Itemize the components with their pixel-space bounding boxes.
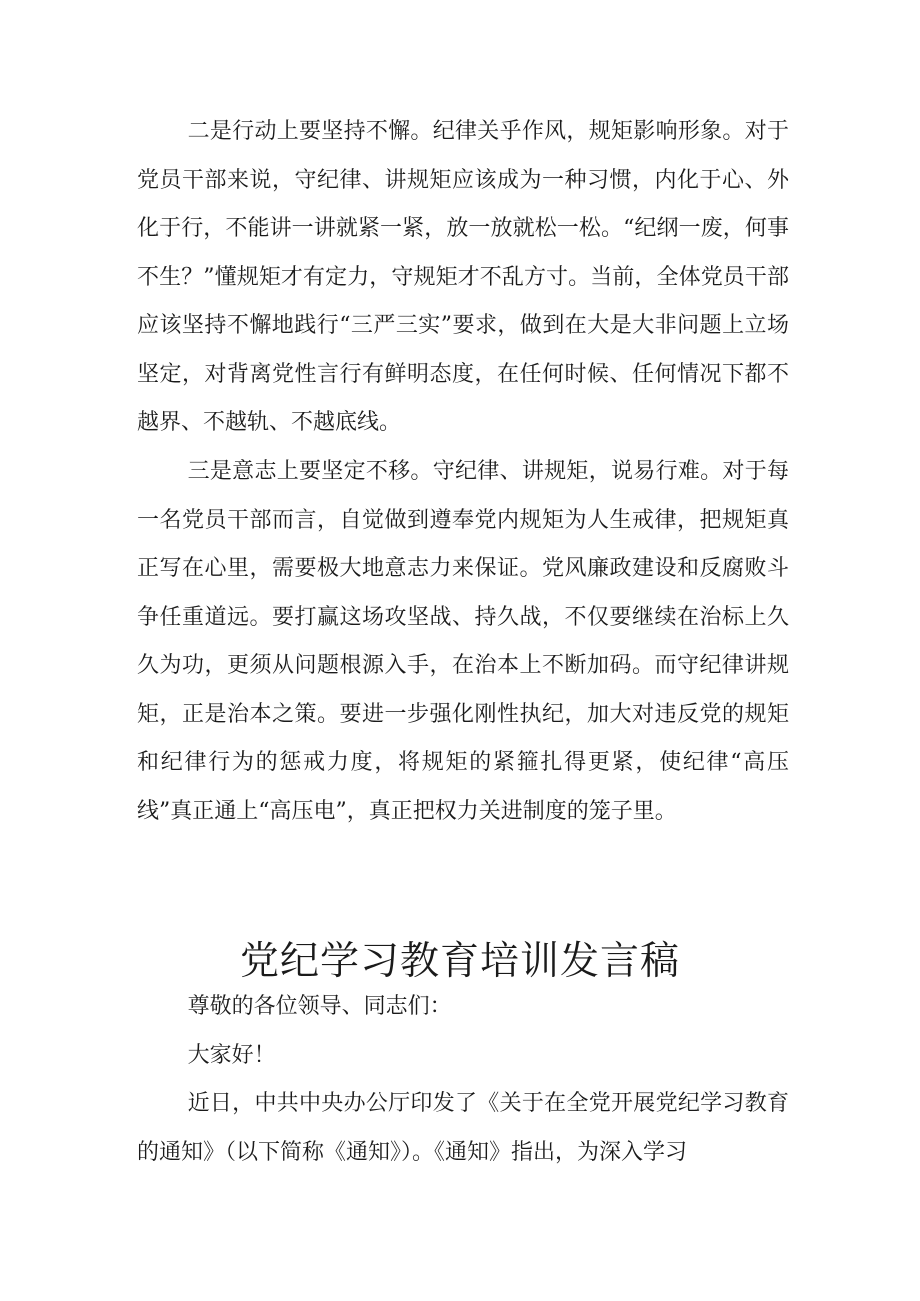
paragraph-text: 三是意志上要坚定不移。守纪律、讲规矩，说易行难。对于每一名党员干部而言，自觉做到遵奉党内规矩为人生戒律，把规矩真正写在心里，需要极大地意志力来保证。党风廉政建设和反腐败斗争任重道远。要打赢这场攻坚战、持久战，不仅要继续在治标上久久为功，更须从问题根源入手，在治本上不断加码。而守纪律讲规矩，正是治本之策。要进一步强化刚性执纪，加大对违反党的规矩和纪律行为的惩戒力度，将规矩的紧箍扎得更紧，使纪律“高压线”真正通上“高压电”，真正把权力关进制度的笼子里。 [137,459,789,824]
speech-body [137,983,789,1177]
paragraph-persistence [137,108,789,448]
greeting: 大家好！ [187,1042,276,1068]
salutation: 尊敬的各位领导、同志们： [187,994,452,1019]
paragraph-text: 二是行动上要坚持不懈。纪律关乎作风，规矩影响形象。对于党员干部来说，守纪律、讲规矩应该成为一种习惯，内化于心、外化于行，不能讲一讲就紧一紧，放一放就松一松。“纪纲一废，何事不生？”懂规矩才有定力，守规矩才不乱方寸。当前，全体党员干部应该坚持不懈地践行“三严三实”要求，做到在大是大非问题上立场坚定，对背离党性言行有鲜明态度，在任何时候、任何情况下都不越界、不越轨、不越底线。 [137,119,789,435]
opening-paragraph: 近日，中共中央办公厅印发了《关于在全党开展党纪学习教育的通知》（以下简称《通知》）。《通知》指出，为深入学习 [137,1091,789,1165]
speech-title: 党纪学习教育培训发言稿 [239,939,680,984]
paragraph-determination [137,448,789,836]
